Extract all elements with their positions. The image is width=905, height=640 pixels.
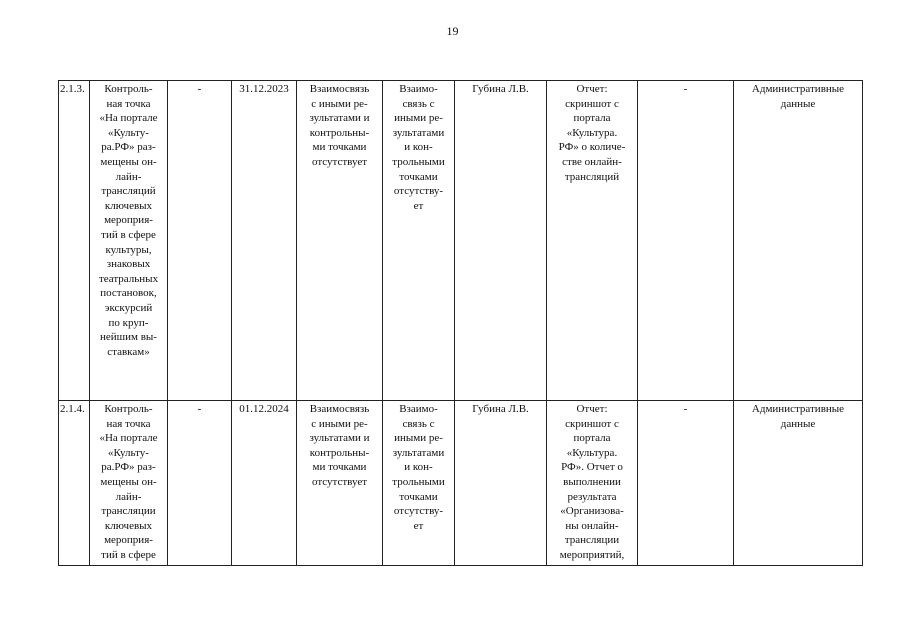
info-source-cell: Административные данные (734, 401, 863, 566)
date-cell: 31.12.2023 (232, 81, 297, 401)
table-row (59, 81, 863, 401)
confirming-document-cell: Отчет: скриншот с портала «Культура. РФ». Отчет о выполнении результата «Организова- ны онлайн- трансляции мероприятий, (547, 401, 638, 566)
confirming-document-cell: Отчет: скриншот с портала «Культура. РФ» о количе- стве онлайн- трансляций (547, 81, 638, 401)
dash-cell: - (638, 81, 734, 401)
dash-cell: - (168, 81, 232, 401)
relation-cell: Взаимо- связь с иными ре- зультатами и кон- трольными точками отсутству- ет (383, 81, 455, 401)
control-points-table (58, 80, 863, 566)
table-row (59, 401, 863, 566)
responsible-cell: Губина Л.В. (455, 401, 547, 566)
responsible-cell: Губина Л.В. (455, 81, 547, 401)
relation-cell: Взаимосвязь с иными ре- зультатами и контрольны- ми точками отсутствует (297, 81, 383, 401)
info-source-cell: Административные данные (734, 81, 863, 401)
date-cell: 01.12.2024 (232, 401, 297, 566)
dash-cell: - (638, 401, 734, 566)
row-number-cell: 2.1.4. (59, 401, 90, 566)
control-point-name-cell: Контроль- ная точка «На портале «Культу- ра.РФ» раз- мещены он- лайн- трансляций ключевых мероприя- тий в сфере культуры, знаковых театральных постановок, экскурсий по круп- нейшим вы- ставкам» (90, 81, 168, 401)
row-number-cell: 2.1.3. (59, 81, 90, 401)
dash-cell: - (168, 401, 232, 566)
relation-cell: Взаимо- связь с иными ре- зультатами и кон- трольными точками отсутству- ет (383, 401, 455, 566)
control-point-name-cell: Контроль- ная точка «На портале «Культу- ра.РФ» раз- мещены он- лайн- трансляции ключевых мероприя- тий в сфере (90, 401, 168, 566)
relation-cell: Взаимосвязь с иными ре- зультатами и контрольны- ми точками отсутствует (297, 401, 383, 566)
page-number: 19 (446, 24, 459, 38)
